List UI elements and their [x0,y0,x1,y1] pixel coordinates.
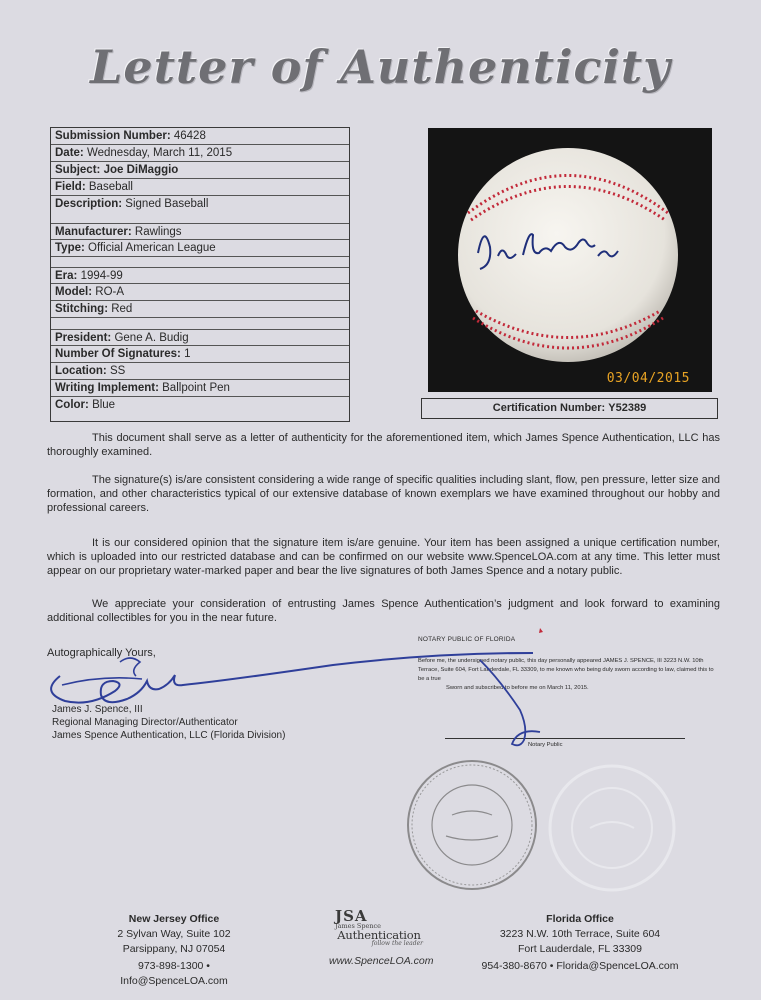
photo-date-stamp: 03/04/2015 [606,371,690,386]
baseball-illustration [428,128,712,392]
info-row-model: Model: RO-A [51,284,349,301]
info-row-color: Color: Blue [55,399,116,411]
jsa-logo: JSA James Spence Authentication follow the leader www.SpenceLOA.com [329,907,434,967]
new-jersey-office: New Jersey Office 2 Sylvan Way, Suite 102 Parsippany, NJ 07054 973-898-1300 • Info@SpenceLOA.com [117,913,231,987]
certification-number-box: Certification Number: Y52389 [421,398,718,419]
notary-signature-line [445,738,685,739]
info-row-type: Type: Official American League [51,240,349,257]
item-info-box [50,127,350,422]
info-row-submission: Submission Number: 46428 [51,128,349,145]
embossed-seal [550,766,674,890]
website-url: www.SpenceLOA.com [329,955,434,967]
notary-seal [408,761,536,889]
notary-label: Notary Public [528,742,563,748]
info-row-stitching: Stitching: Red [51,301,349,318]
info-row-era: Era: 1994-99 [51,267,349,284]
info-row-field: Field: Baseball [51,179,349,196]
paragraph-authenticity: This document shall serve as a letter of authenticity for the aforementioned item, which James Spence Authentication, LLC has thoroughly examined. [47,432,720,458]
info-row-subject: Subject: Joe DiMaggio [51,162,349,179]
info-row-manufacturer: Manufacturer: Rawlings [51,223,349,240]
signatory-company: James Spence Authentication, LLC (Florida Division) [52,730,286,741]
florida-office: Florida Office 3223 N.W. 10th Terrace, Suite 604 Fort Lauderdale, FL 33309 954-380-8670 • Florida@SpenceLOA.com [481,913,679,972]
letter-title: Letter of Authenticity [90,40,671,94]
baseball-photo [428,128,712,392]
notary-title: NOTARY PUBLIC OF FLORIDA [418,636,516,643]
closing-salutation: Autographically Yours, [47,647,156,659]
signatory-title: Regional Managing Director/Authenticator [52,717,238,728]
info-row-description: Description: Signed Baseball [55,198,209,210]
info-row-signatures: Number Of Signatures: 1 [51,346,349,363]
info-row-president: President: Gene A. Budig [51,329,349,346]
notary-statement: Before me, the undersigned notary public, this day personally appeared JAMES J. SPENCE, III 3223 N.W. 10th Terrace, Suite 604, Fort Lauderdale, FL 33309, to me known who being duly sworn according to law, claimed this to be a true Sworn and subscribed to before me on March 11, 2015. [418,658,714,691]
info-row-date: Date: Wednesday, March 11, 2015 [51,145,349,162]
paragraph-signature-analysis: The signature(s) is/are consistent considering a wide range of specific qualities including slant, flow, pen pressure, letter size and formation, and other characteristics typical of our extensive database of known exemplars we have examined throughout our hobby and professional careers. [47,474,720,514]
signatory-block [52,703,285,742]
paragraph-opinion: It is our considered opinion that the signature item is/are genuine. Your item has been assigned a unique certification number, which is uploaded into our restricted database and can be confirmed on our website www.SpenceLOA.com at any time. This letter must appear on our proprietary water-marked paper and bear the live signatures of both James Spence and a notary public. [47,537,720,577]
info-row-location: Location: SS [51,363,349,380]
signatory-name: James J. Spence, III [52,704,143,715]
info-row-implement: Writing Implement: Ballpoint Pen [51,380,349,397]
paragraph-appreciation: We appreciate your consideration of entrusting James Spence Authentication’s judgment and look forward to examining additional collectibles for you in the near future. [47,598,720,624]
